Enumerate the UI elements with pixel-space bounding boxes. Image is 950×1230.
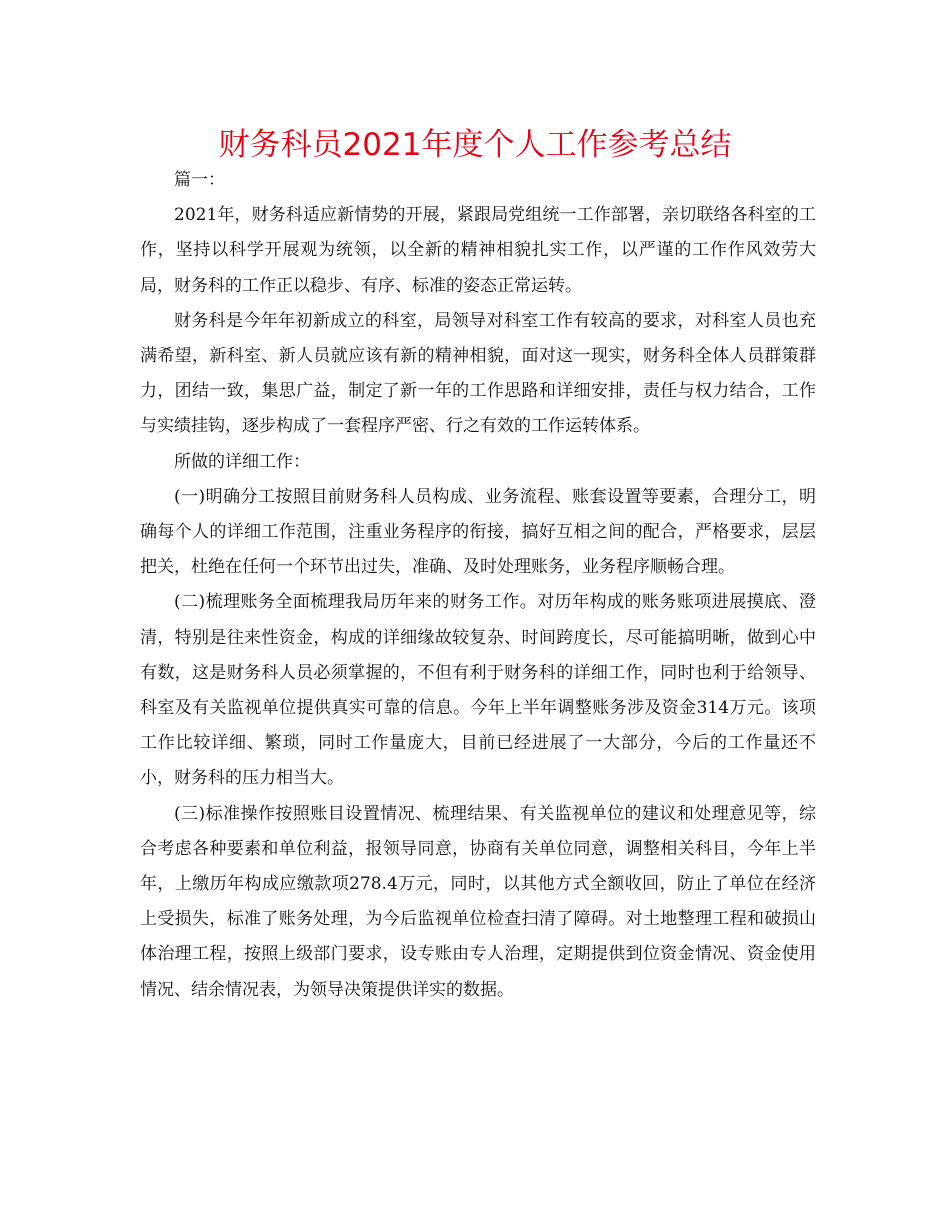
paragraph-item-2: (二)梳理账务全面梳理我局历年来的财务工作。对历年构成的账务账项进展摸底、澄清，特别是往来性资金，构成的详细缘故较复杂、时间跨度长，尽可能搞明晰，做到心中有数，这是财务科人员必须掌握的，不但有利于财务科的详细工作，同时也利于给领导、科室及有关监视单位提供真实可靠的信息。今年上半年调整账务涉及资金314万元。该项工作比较详细、繁琐，同时工作量庞大，目前已经进展了一大部分，今后的工作量还不小，财务科的压力相当大。 — [140, 592, 816, 789]
document-body — [140, 163, 816, 1008]
paragraph-item-1: (一)明确分工按照目前财务科人员构成、业务流程、账套设置等要素，合理分工，明确每个人的详细工作范围，注重业务程序的衔接，搞好互相之间的配合，严格要求，层层把关，杜绝在任何一个环节出过失，准确、及时处理账务，业务程序顺畅合理。 — [140, 486, 816, 578]
paragraph-intro: 2021年，财务科适应新情势的开展，紧跟局党组统一工作部署，亲切联络各科室的工作，坚持以科学开展观为统领，以全新的精神相貌扎实工作，以严谨的工作作风效劳大局，财务科的工作正以稳步、有序、标准的姿态正常运转。 — [140, 205, 816, 296]
paragraph-work-heading: 所做的详细工作： — [174, 451, 310, 472]
paragraph-department: 财务科是今年年初新成立的科室，局领导对科室工作有较高的要求，对科室人员也充满希望，新科室、新人员就应该有新的精神相貌，面对这一现实，财务科全体人员群策群力，团结一致，集思广益，制定了新一年的工作思路和详细安排，责任与权力结合，工作与实绩挂钩，逐步构成了一套程序严密、行之有效的工作运转体系。 — [140, 310, 816, 437]
paragraph-item-3: (三)标准操作按照账目设置情况、梳理结果、有关监视单位的建议和处理意见等，综合考虑各种要素和单位利益，报领导同意，协商有关单位同意，调整相关科目，今年上半年，上缴历年构成应缴款项278.4万元，同时，以其他方式全额收回，防止了单位在经济上受损失，标准了账务处理，为今后监视单位检查扫清了障碍。对土地整理工程和破损山体治理工程，按照上级部门要求，设专账由专人治理，定期提供到位资金情况、资金使用情况、结余情况表，为领导决策提供详实的数据。 — [140, 803, 816, 1000]
paragraph-section-label: 篇一： — [174, 170, 225, 190]
document-title: 财务科员2021年度个人工作参考总结 — [218, 127, 732, 163]
